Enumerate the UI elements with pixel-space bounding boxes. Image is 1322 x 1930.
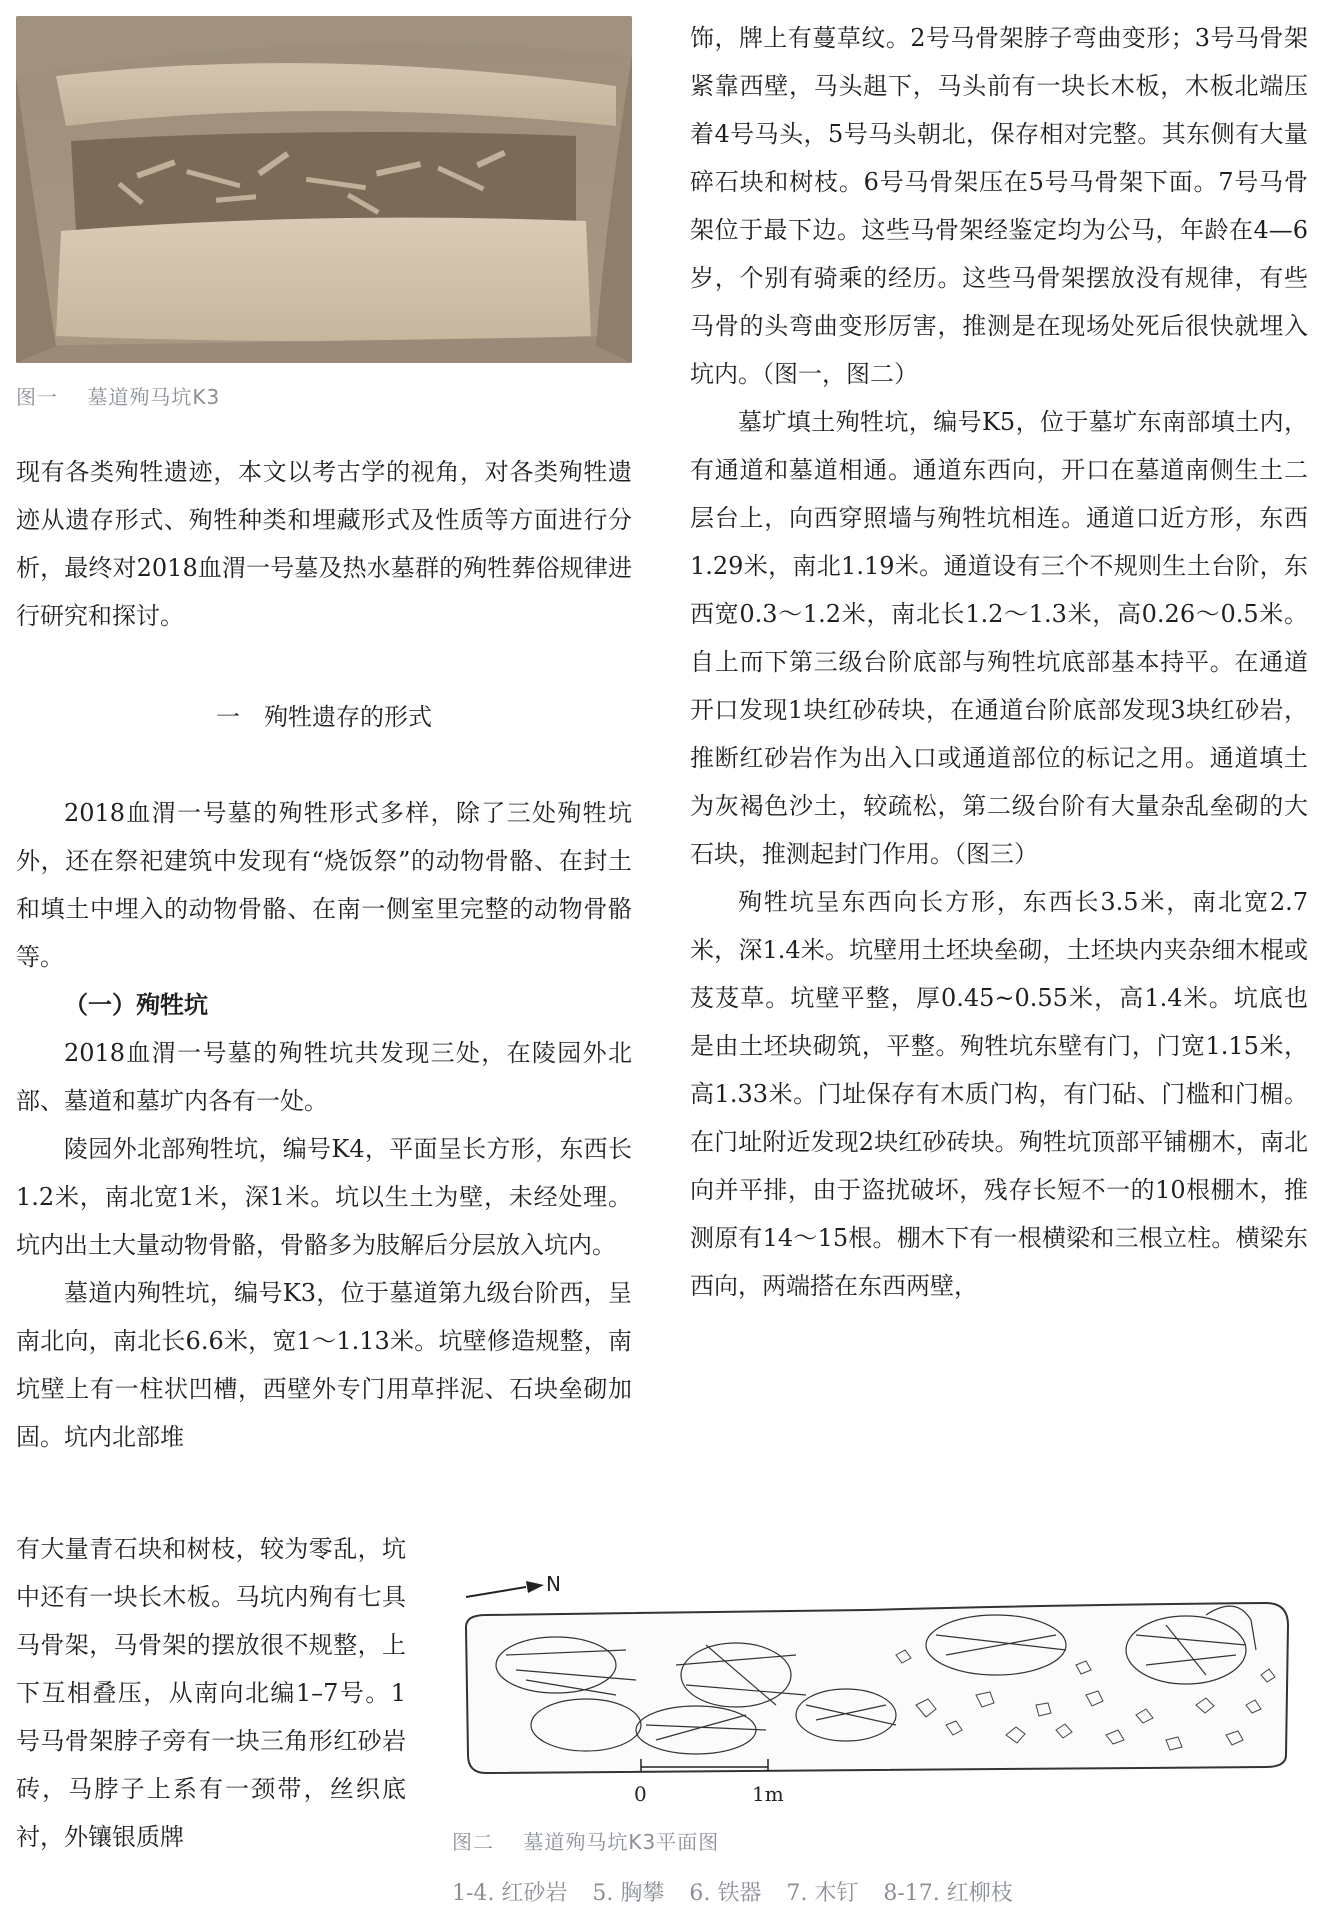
paragraph-body-continued: 有大量青石块和树枝，较为零乱，坑中还有一块长木板。马坑内殉有七具马骨架，马骨架的摆放很不规整，上下互相叠压，从南向北编1–7号。1号马骨架脖子旁有一块三角形红砂岩砖，马脖子上系有一颈带，丝织底衬，外镶银质牌 <box>16 1535 406 1851</box>
scale-end-label: 1m <box>752 1782 784 1806</box>
excavation-photo-image <box>16 16 632 363</box>
paragraph-intro: 现有各类殉牲遗迹，本文以考古学的视角，对各类殉牲遗迹从遗存形式、殉牲种类和埋藏形式及性质等方面进行分析，最终对2018血渭一号墓及热水墓群的殉牲葬俗规律进行研究和探讨。 <box>16 458 632 630</box>
subsection-heading: （一）殉牲坑 <box>64 990 208 1019</box>
paragraph-body: 墓圹填土殉牲坑，编号K5，位于墓圹东南部填土内，有通道和墓道相通。通道东西向，开口在墓道南侧生土二层台上，向西穿照墙与殉牲坑相连。通道口近方形，东西1.29米，南北1.19米。通道设有三个不规则生土台阶，东西宽0.3～1.2米，南北长1.2～1.3米，高0.26～0.5米。自上而下第三级台阶底部与殉牲坑底部基本持平。在通道开口发现1块红砂砖块，在通道台阶底部发现3块红砂岩，推断红砂岩作为出入口或通道部位的标记之用。通道填土为灰褐色沙土，较疏松，第二级台阶有大量杂乱垒砌的大石块，推测起封门作用。（图三） <box>690 408 1308 868</box>
legend-item: 5. 胸攀 <box>592 1881 665 1906</box>
figure1-caption <box>16 381 220 410</box>
left-column-section <box>16 693 632 1461</box>
paragraph-body: 陵园外北部殉牲坑，编号K4，平面呈长方形，东西长1.2米，南北宽1米，深1米。坑以生土为壁，未经处理。坑内出土大量动物骨骼，骨骼多为肢解后分层放入坑内。 <box>16 1135 632 1259</box>
figure2-caption-label: 图二 <box>452 1830 494 1854</box>
legend-item: 1-4. 红砂岩 <box>452 1881 568 1906</box>
left-column-intro <box>16 448 632 640</box>
figure1-photo <box>16 16 632 363</box>
legend-item: 6. 铁器 <box>689 1881 762 1906</box>
legend-item: 7. 木钉 <box>786 1881 859 1906</box>
figure1-caption-title: 墓道殉马坑K3 <box>87 385 221 409</box>
north-arrow-icon <box>466 1572 561 1597</box>
figure2-plan-drawing <box>446 1555 1316 1785</box>
paragraph-body: 饰，牌上有蔓草纹。2号马骨架脖子弯曲变形；3号马骨架紧靠西壁，马头趄下，马头前有一块长木板，木板北端压着4号马头，5号马头朝北，保存相对完整。其东侧有大量碎石块和树枝。6号马骨架压在5号马骨架下面。7号马骨架位于最下边。这些马骨架经鉴定均为公马，年龄在4—6岁，个别有骑乘的经历。这些马骨架摆放没有规律，有些马骨的头弯曲变形厉害，推测是在现场处死后很快就埋入坑内。（图一，图二） <box>690 24 1308 388</box>
legend-item: 8-17. 红柳枝 <box>883 1881 1013 1906</box>
section-heading: 一 殉牲遗存的形式 <box>216 703 432 731</box>
figure2-caption-title: 墓道殉马坑K3平面图 <box>523 1830 720 1854</box>
figure2-legend <box>452 1876 1031 1907</box>
figure1-caption-label: 图一 <box>16 385 58 409</box>
scale-zero-label: 0 <box>634 1782 647 1806</box>
figure2-caption <box>452 1826 719 1855</box>
paragraph-body: 2018血渭一号墓的殉牲形式多样，除了三处殉牲坑外，还在祭祀建筑中发现有“烧饭祭”的动物骨骼、在封土和填土中埋入的动物骨骼、在南一侧室里完整的动物骨骼等。 <box>16 799 632 971</box>
paragraph-body: 墓道内殉牲坑，编号K3，位于墓道第九级台阶西，呈南北向，南北长6.6米，宽1～1.13米。坑壁修造规整，南坑壁上有一柱状凹槽，西壁外专门用草拌泥、石块垒砌加固。坑内北部堆 <box>16 1279 632 1451</box>
paragraph-body: 2018血渭一号墓的殉牲坑共发现三处，在陵园外北部、墓道和墓圹内各有一处。 <box>16 1039 632 1115</box>
north-label: N <box>546 1572 561 1596</box>
left-column-narrow <box>16 1525 406 1861</box>
paragraph-body: 殉牲坑呈东西向长方形，东西长3.5米，南北宽2.7米，深1.4米。坑壁用土坯块垒砌，土坯块内夹杂细木棍或芨芨草。坑壁平整，厚0.45~0.55米，高1.4米。坑底也是由土坯块砌筑，平整。殉牲坑东壁有门，门宽1.15米，高1.33米。门址保存有木质门构，有门砧、门槛和门楣。在门址附近发现2块红砂砖块。殉牲坑顶部平铺棚木，南北向并平排，由于盗扰破坏，残存长短不一的10根棚木，推测原有14～15根。棚木下有一根横梁和三根立柱。横梁东西向，两端搭在东西两壁， <box>690 888 1308 1300</box>
right-column <box>690 14 1308 1310</box>
